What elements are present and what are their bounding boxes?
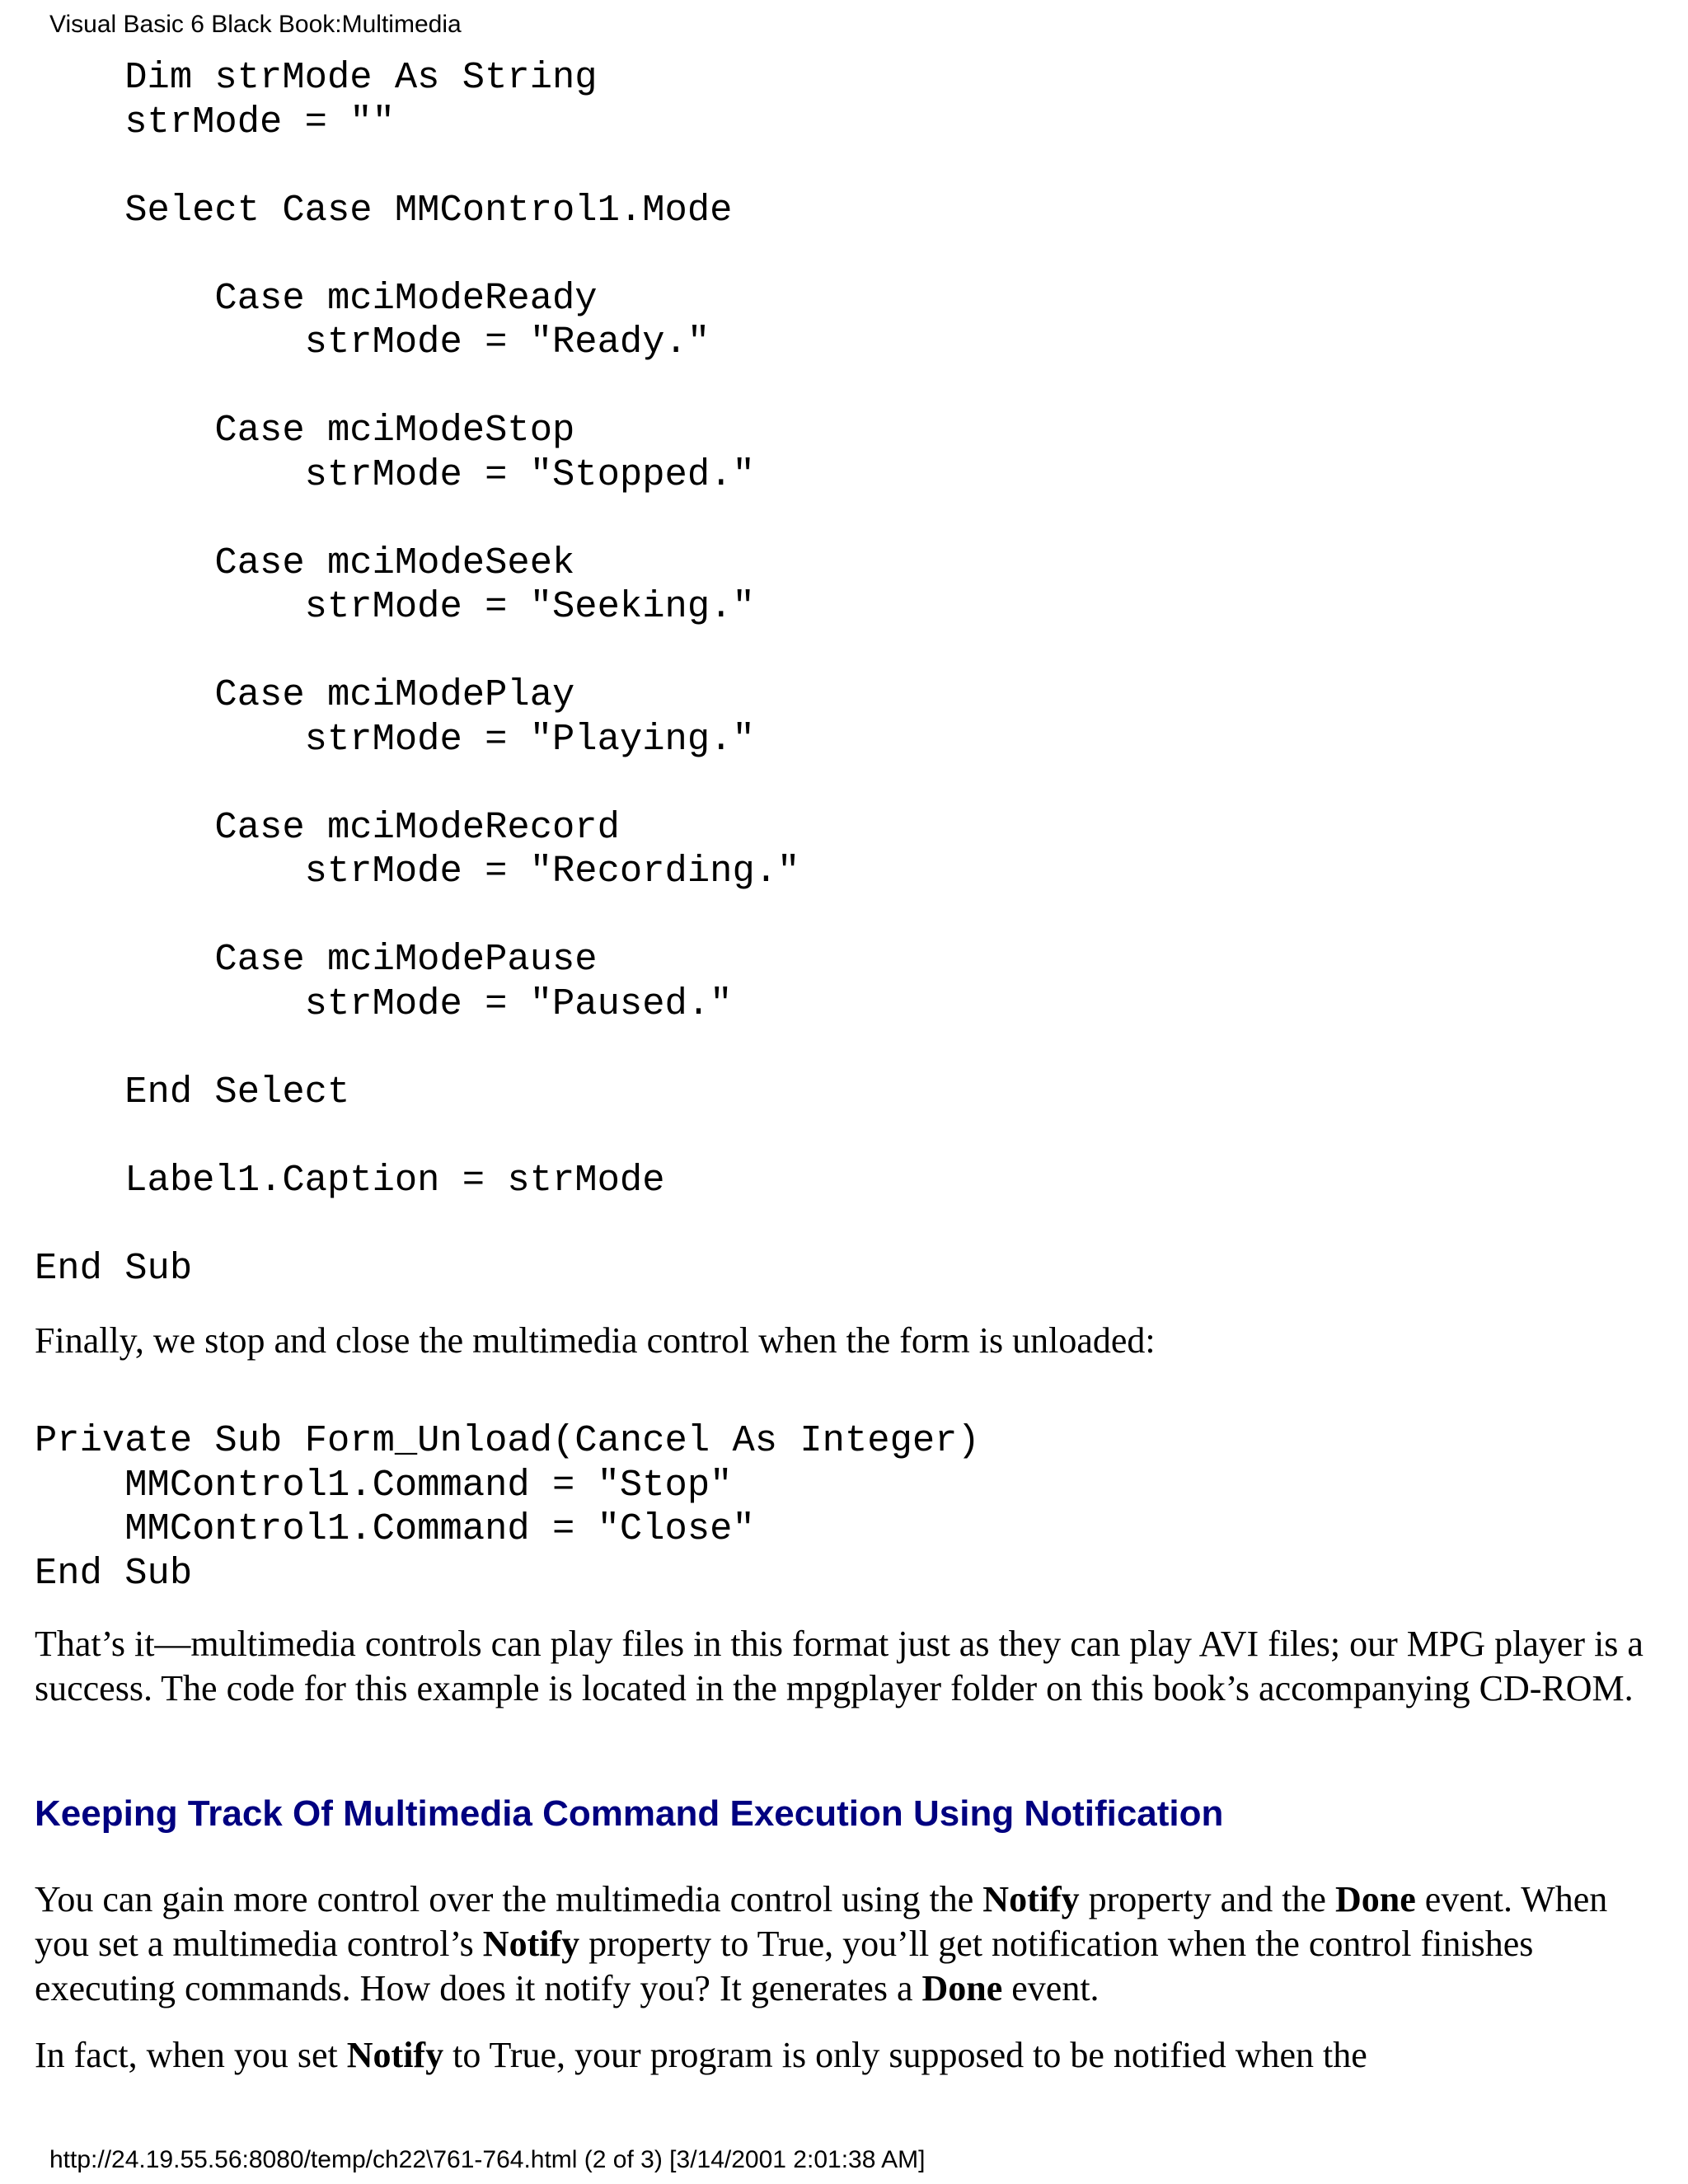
code-line: strMode = "Recording." (35, 850, 800, 893)
paragraph-notify-true (35, 2033, 1658, 2078)
page-footer: http://24.19.55.56:8080/temp/ch22\761-764.html (2 of 3) [3/14/2001 2:01:38 AM] (49, 2146, 926, 2173)
code-block-form-unload (35, 1419, 980, 1596)
text-run: to True, your program is only supposed to be notified when the (443, 2035, 1367, 2075)
text-run: In fact, when you set (35, 2035, 347, 2075)
code-line (35, 144, 799, 189)
section-heading: Keeping Track Of Multimedia Command Execution Using Notification (35, 1793, 1224, 1834)
code-line: Case mciModePlay (35, 673, 575, 716)
code-line: strMode = "Stopped." (35, 452, 755, 496)
code-line: strMode = "" (35, 100, 395, 143)
code-line: Label1.Caption = strMode (35, 1158, 665, 1202)
code-line (35, 1202, 799, 1247)
code-line (35, 365, 799, 410)
code-line (35, 1026, 799, 1071)
code-line: Case mciModeRecord (35, 805, 620, 849)
code-line: strMode = "Ready." (35, 321, 710, 363)
text-run: property to True, you’ll get notification when the control finishes executing commands. How does it notify you? It generates a (35, 1924, 1534, 2008)
code-line: Dim strMode As String (35, 56, 598, 99)
code-line: Case mciModePause (35, 938, 598, 981)
code-line: Case mciModeReady (35, 276, 598, 320)
code-line: End Sub (35, 1551, 193, 1595)
code-line (35, 762, 799, 806)
paragraph-form-unload-intro: Finally, we stop and close the multimedia control when the form is unloaded: (35, 1320, 1156, 1361)
code-line (35, 1114, 799, 1159)
text-run: event. (1002, 1968, 1100, 2008)
paragraph-notify-property (35, 1877, 1658, 2011)
bold-term-notify: Notify (982, 1879, 1080, 1919)
bold-term-notify: Notify (482, 1924, 580, 1964)
code-line: End Select (35, 1070, 350, 1113)
page-header: Visual Basic 6 Black Book:Multimedia (49, 11, 462, 38)
code-line: Case mciModeSeek (35, 541, 575, 584)
code-line: Private Sub Form_Unload(Cancel As Integer) (35, 1419, 980, 1462)
bold-term-notify: Notify (346, 2035, 444, 2075)
code-line (35, 630, 799, 674)
code-line: MMControl1.Command = "Stop" (35, 1463, 733, 1507)
code-line (35, 497, 799, 541)
bold-term-done: Done (921, 1968, 1003, 2008)
code-line: strMode = "Seeking." (35, 585, 755, 628)
paragraph-mpg-player-success: That’s it—multimedia controls can play files in this format just as they can play AVI files; our MPG player is a success. The code for this example is located in the mpgplayer folder on this book’s accompanying CD-ROM. (35, 1624, 1643, 1708)
code-line (35, 232, 799, 277)
text-run: property and the (1079, 1879, 1335, 1919)
bold-term-done: Done (1334, 1879, 1416, 1919)
code-line (35, 894, 799, 939)
code-line: MMControl1.Command = "Close" (35, 1507, 755, 1550)
code-line: strMode = "Paused." (35, 982, 733, 1025)
code-line: strMode = "Playing." (35, 717, 755, 761)
code-line: Select Case MMControl1.Mode (35, 188, 733, 232)
text-run: event. When you set a multimedia control’s (35, 1879, 1608, 1964)
code-line: Case mciModeStop (35, 409, 575, 452)
code-line: End Sub (35, 1246, 193, 1290)
text-run: You can gain more control over the multimedia control using the (35, 1879, 983, 1919)
code-block-mode-select (35, 56, 799, 1291)
